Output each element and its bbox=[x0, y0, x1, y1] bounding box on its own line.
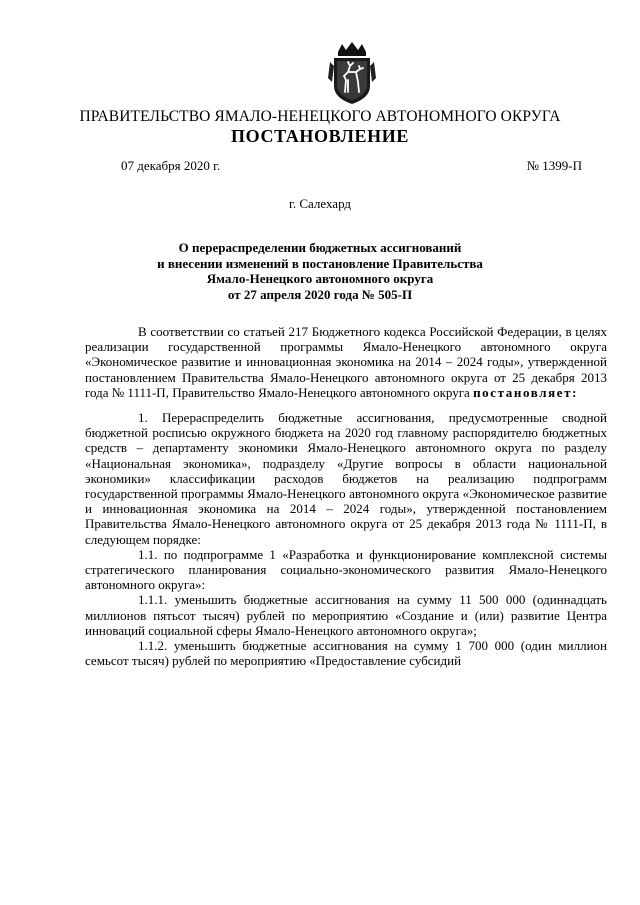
document-city: г. Салехард bbox=[288, 196, 352, 211]
document-title bbox=[0, 240, 640, 302]
title-line: О перераспределении бюджетных ассигнований bbox=[178, 240, 462, 255]
preamble-text: В соответствии со статьей 217 Бюджетного кодекса Российской Федерации, в целях реализации государственной программы Ямало-Ненецкого автономного округа «Экономическое развитие и инновационная экономика на 2014 – 2024 годы», утвержденной постановлением Правительства Ямало-Ненецкого автономного округа от 25 декабря 2013 года № 1111-П, Правительство Ямало-Ненецкого автономного округа bbox=[85, 324, 607, 400]
document-number: № 1399-П bbox=[526, 158, 582, 173]
title-line: от 27 апреля 2020 года № 505-П bbox=[227, 286, 413, 302]
document-body bbox=[85, 324, 607, 668]
title-line: Ямало-Ненецкого автономного округа bbox=[206, 271, 434, 286]
preamble-paragraph bbox=[85, 324, 607, 400]
title-line: и внесении изменений в постановление Правительства bbox=[157, 255, 483, 271]
paragraph-item-1-1-1: 1.1.1. уменьшить бюджетные ассигнования на сумму 11 500 000 (одиннадцать миллионов пятьсот тысяч) рублей по мероприятию «Создание и (или) развитие Центра инноваций социальной сферы Ямало-Ненецкого автономного округа»; bbox=[85, 592, 607, 638]
paragraph-item-1: 1. Перераспределить бюджетные ассигнования, предусмотренные сводной бюджетной росписью окружного бюджета на 2020 год главному распорядителю бюджетных средств – департаменту экономики Ямало-Ненецкого автономного округа по разделу «Национальная экономика», подразделу «Другие вопросы в области национальной экономики» классификации расходов бюджетов на реализацию подпрограмм государственной программы Ямало-Ненецкого автономного округа «Экономическое развитие и инновационная экономика на 2014 – 2024 годы», утвержденной постановлением Правительства Ямало-Ненецкого автономного округа от 25 декабря 2013 года № 1111-П, в следующем порядке: bbox=[85, 410, 607, 547]
preamble-verb: постановляет: bbox=[473, 384, 579, 400]
paragraph-item-1-1: 1.1. по подпрограмме 1 «Разработка и функционирование комплексной системы стратегического планирования социально-экономического развития Ямало-Ненецкого автономного округа»: bbox=[85, 546, 607, 593]
organization-name: ПРАВИТЕЛЬСТВО ЯМАЛО-НЕНЕЦКОГО АВТОНОМНОГО ОКРУГА bbox=[79, 108, 561, 125]
document-date: 07 декабря 2020 г. bbox=[121, 158, 221, 173]
paragraph-item-1-1-2: 1.1.2. уменьшить бюджетные ассигнования на сумму 1 700 000 (один миллион семьсот тысяч) рублей по мероприятию «Предоставление субсидий bbox=[85, 638, 607, 669]
coat-of-arms-icon bbox=[326, 42, 378, 108]
document-type: ПОСТАНОВЛЕНИЕ bbox=[231, 126, 409, 146]
